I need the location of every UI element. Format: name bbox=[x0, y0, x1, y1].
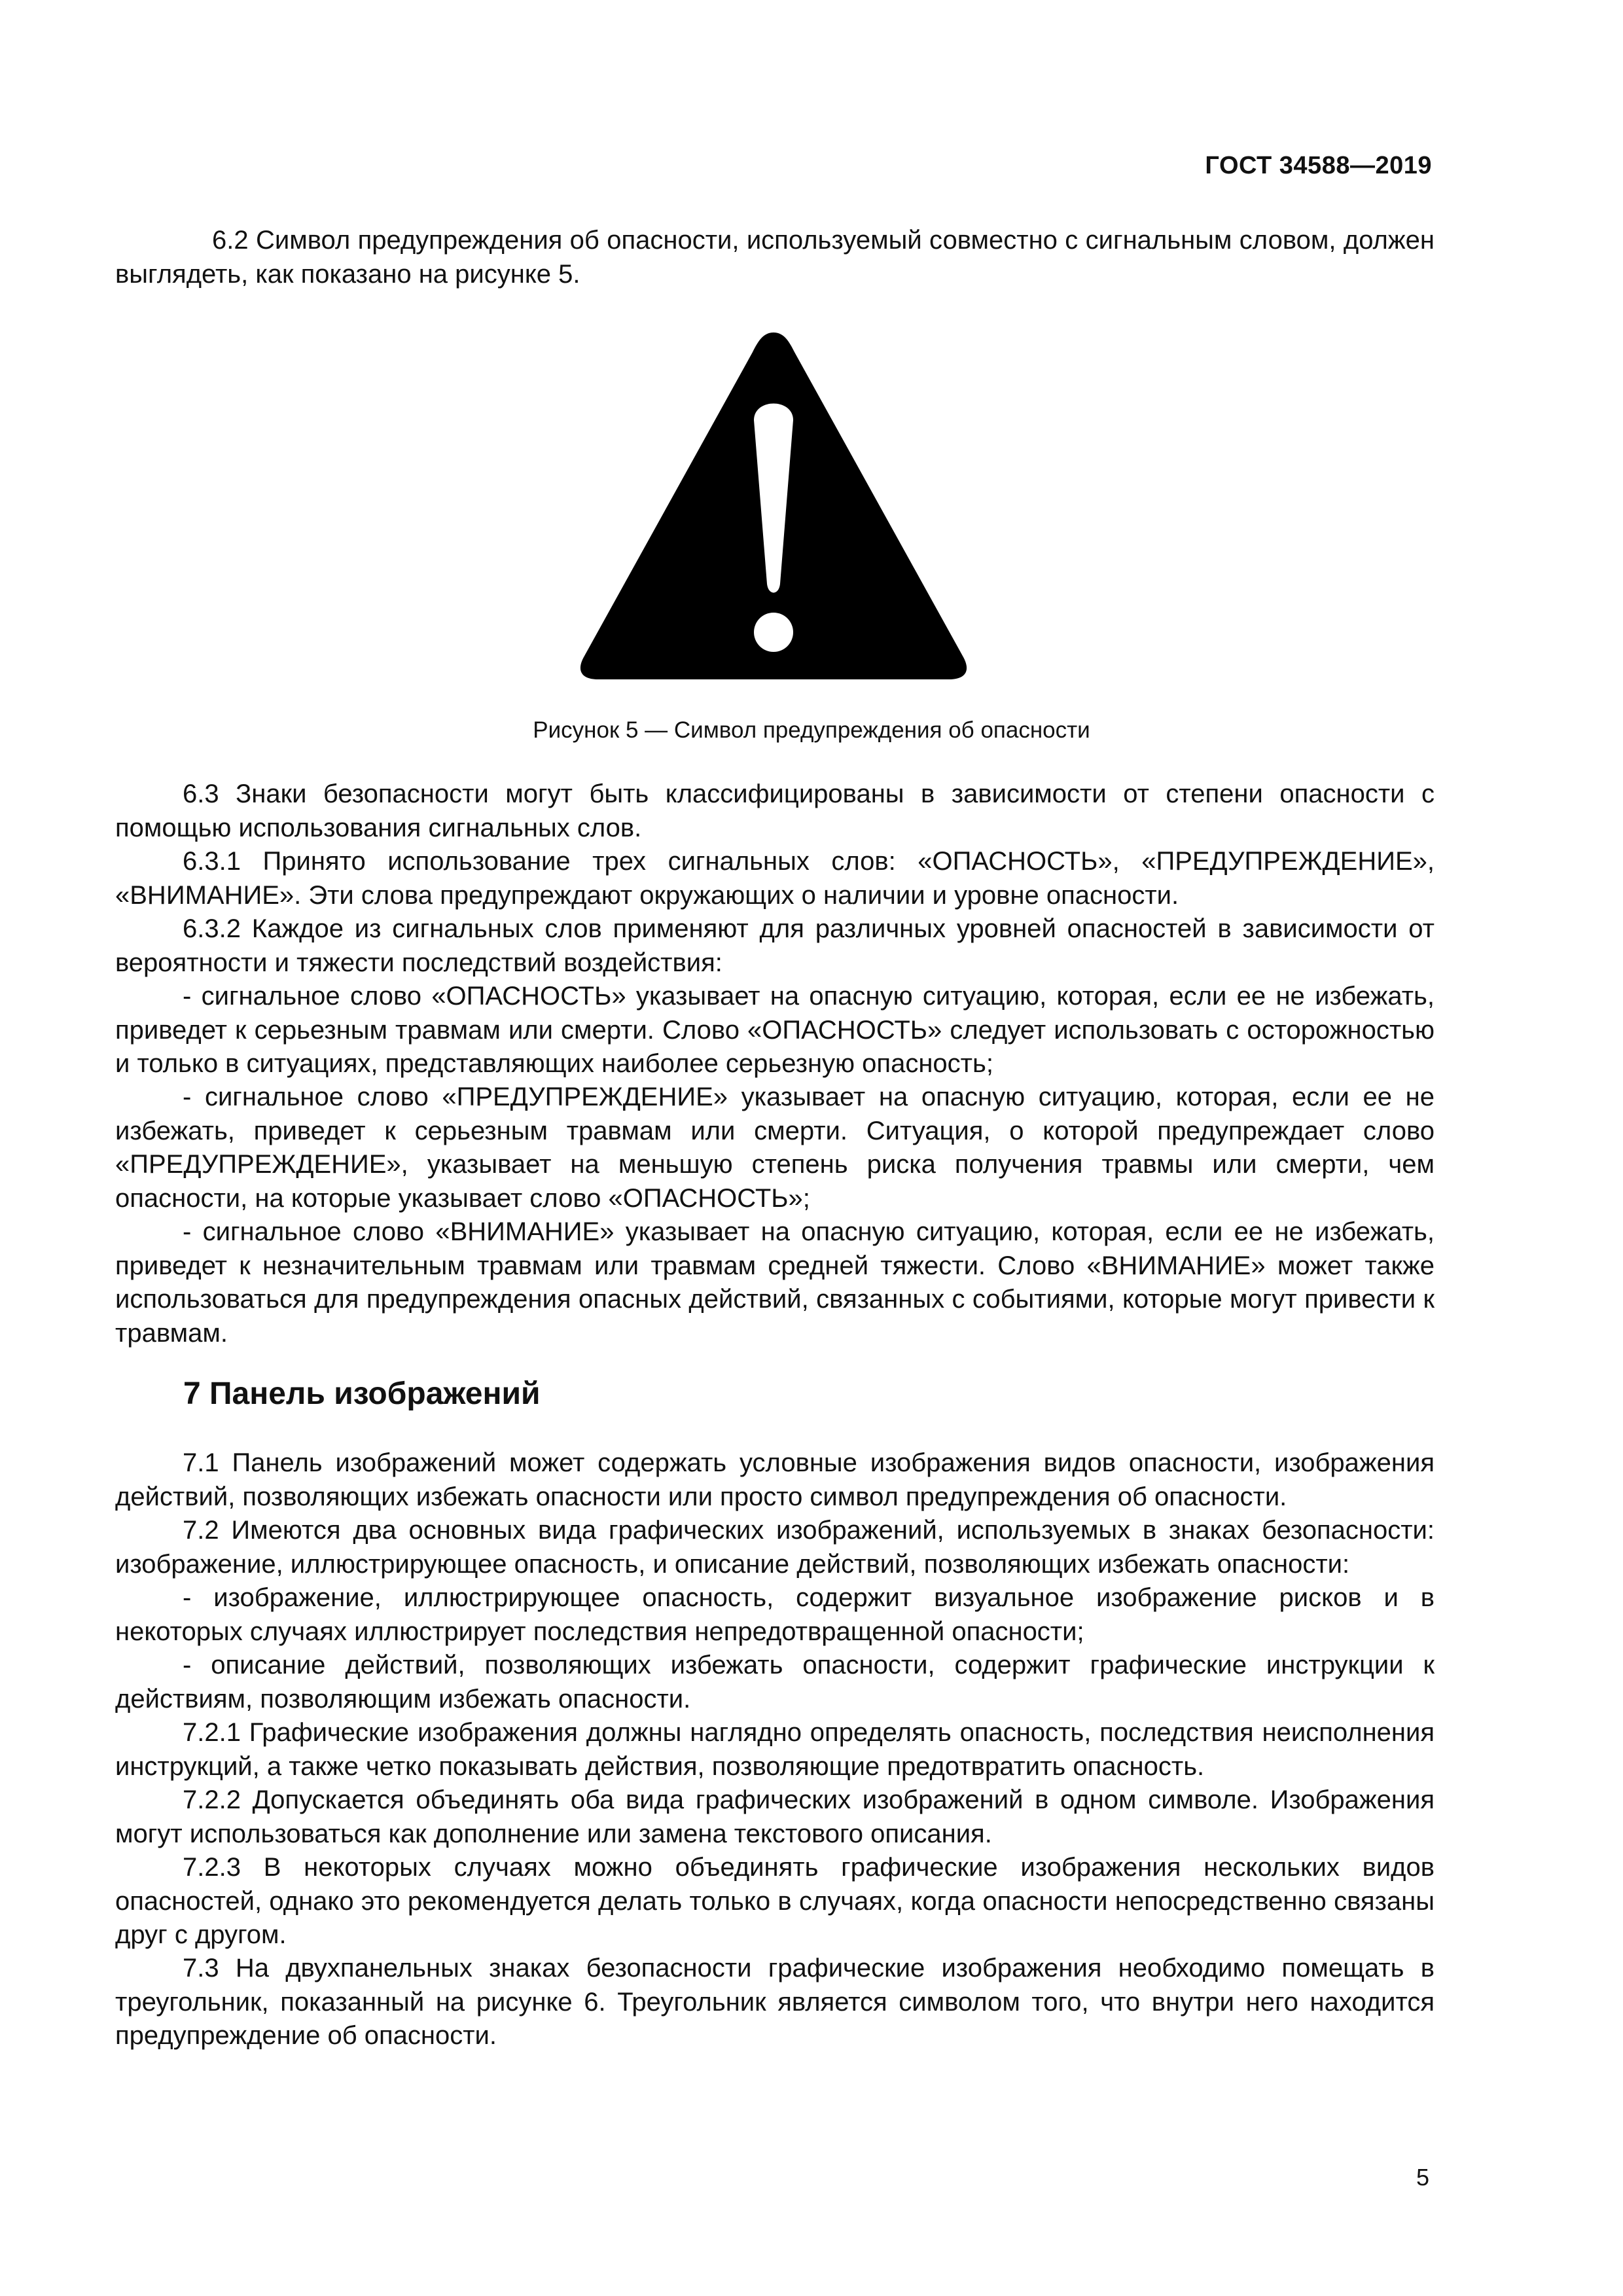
paragraph-7-2-1: 7.2.1 Графические изображения должны наглядно определять опасность, последствия неисполнения инструкций, а также четко показывать действия, позволяющие предотвратить опасность. bbox=[115, 1718, 1435, 1781]
paragraph-7-3: 7.3 На двухпанельных знаках безопасности графические изображения необходимо помещать в треугольник, показанный на рисунке 6. Треугольник является символом того, что внутри него находится предупреждение об опасности. bbox=[115, 1954, 1435, 2050]
warning-triangle-icon bbox=[576, 327, 971, 681]
paragraph-7-2-2: 7.2.2 Допускается объединять оба вида графических изображений в одном символе. Изображения могут использоваться как дополнение или замена текстового описания. bbox=[115, 1785, 1435, 1848]
figure-caption: Рисунок 5 — Символ предупреждения об опасности bbox=[533, 717, 1090, 743]
section-7-heading: 7 Панель изображений bbox=[183, 1376, 541, 1411]
list-item-warning: - сигнальное слово «ПРЕДУПРЕЖДЕНИЕ» указывает на опасную ситуацию, которая, если ее не избежать, приведет к серьезным травмам или смерти. Ситуация, о которой предупреждает слово «ПРЕДУПРЕЖДЕНИЕ», указывает на меньшую степень риска получения травмы или смерти, чем опасности, на которые указывает слово «ОПАСНОСТЬ»; bbox=[115, 1083, 1435, 1213]
page-number: 5 bbox=[1416, 2164, 1429, 2191]
paragraph-7-2: 7.2 Имеются два основных вида графических изображений, используемых в знаках безопасности: изображение, иллюстрирующее опасность, и описание действий, позволяющих избежать опасности: bbox=[115, 1516, 1435, 1579]
list-item-action-image: - описание действий, позволяющих избежать опасности, содержит графические инструкции к действиям, позволяющим избежать опасности. bbox=[115, 1651, 1435, 1713]
figure-5 bbox=[576, 327, 971, 681]
paragraph-6-3: 6.3 Знаки безопасности могут быть классифицированы в зависимости от степени опасности с помощью использования сигнальных слов. bbox=[115, 780, 1435, 842]
paragraph-6-2: 6.2 Символ предупреждения об опасности, используемый совместно с сигнальным словом, должен выглядеть, как показано на рисунке 5. bbox=[115, 226, 1435, 289]
paragraph-7-2-3: 7.2.3 В некоторых случаях можно объединять графические изображения нескольких видов опасностей, однако это рекомендуется делать только в случаях, когда опасности непосредственно связаны друг с другом. bbox=[115, 1853, 1435, 1949]
paragraph-6-3-2: 6.3.2 Каждое из сигнальных слов применяют для различных уровней опасностей в зависимости от вероятности и тяжести последствий воздействия: bbox=[115, 914, 1435, 977]
paragraph-7-1: 7.1 Панель изображений может содержать условные изображения видов опасности, изображения действий, позволяющих избежать опасности или просто символ предупреждения об опасности. bbox=[115, 1448, 1435, 1511]
list-item-caution: - сигнальное слово «ВНИМАНИЕ» указывает на опасную ситуацию, которая, если ее не избежать, приведет к незначительным травмам или травмам средней тяжести. Слово «ВНИМАНИЕ» может также использоваться для предупреждения опасных действий, связанных с событиями, которые могут привести к травмам. bbox=[115, 1217, 1435, 1348]
document-code: ГОСТ 34588—2019 bbox=[1205, 152, 1432, 179]
exclamation-dot bbox=[754, 613, 793, 652]
list-item-danger: - сигнальное слово «ОПАСНОСТЬ» указывает на опасную ситуацию, которая, если ее не избежать, приведет к серьезным травмам или смерти. Слово «ОПАСНОСТЬ» следует использовать с осторожностью и только в ситуациях, представляющих наиболее серьезную опасность; bbox=[115, 982, 1435, 1078]
list-item-hazard-image: - изображение, иллюстрирующее опасность, содержит визуальное изображение рисков и в некоторых случаях иллюстрирует последствия непредотвращенной опасности; bbox=[115, 1583, 1435, 1646]
paragraph-6-3-1: 6.3.1 Принято использование трех сигнальных слов: «ОПАСНОСТЬ», «ПРЕДУПРЕЖДЕНИЕ», «ВНИМАНИЕ». Эти слова предупреждают окружающих о наличии и уровне опасности. bbox=[115, 847, 1435, 910]
